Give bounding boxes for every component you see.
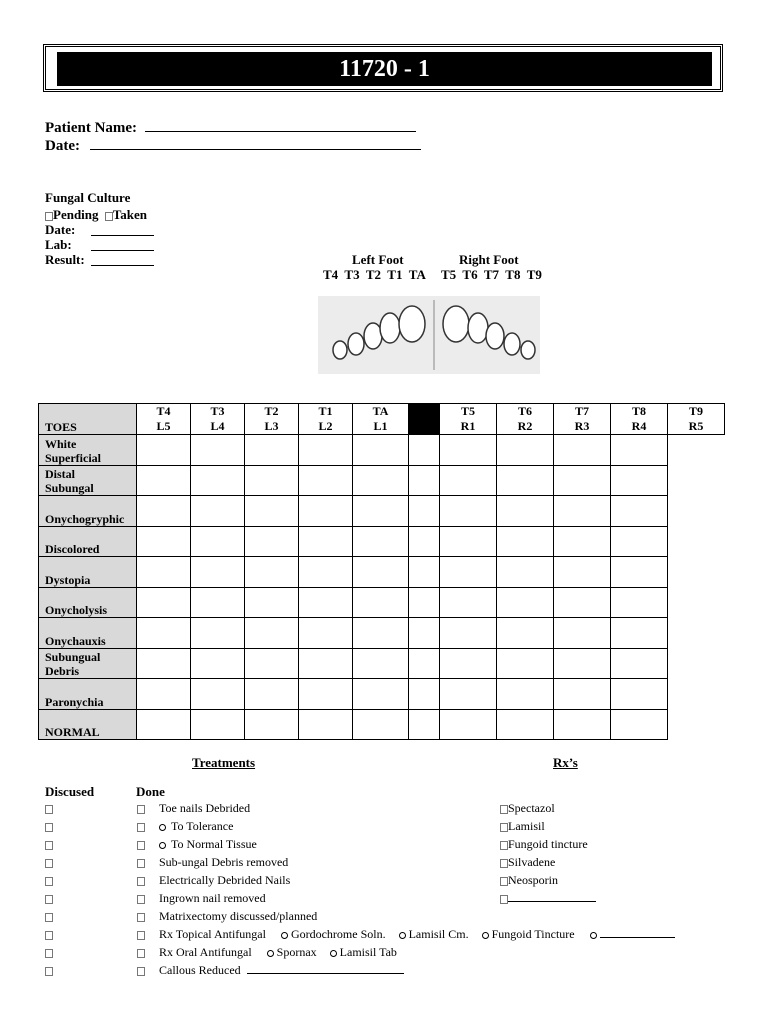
col-header: T3 L4 (191, 404, 245, 435)
row-label-line2: Discolored (45, 542, 100, 556)
toe-cell[interactable] (440, 435, 497, 466)
toe-cell[interactable] (137, 587, 191, 618)
rx-silvadene: Silvadene (508, 855, 556, 869)
done-checkbox[interactable] (137, 805, 145, 814)
toe-cell[interactable] (353, 496, 409, 527)
table-row (39, 557, 725, 588)
col-header: T1 L2 (299, 404, 353, 435)
callous-notes-field[interactable] (247, 961, 404, 974)
culture-result-field[interactable] (91, 252, 154, 266)
toe-cell[interactable] (137, 557, 191, 588)
culture-lab-label: Lab: (45, 237, 72, 252)
toe-cell[interactable] (440, 526, 497, 557)
done-list (137, 799, 717, 979)
row-label (39, 648, 137, 679)
done-checkbox[interactable] (137, 877, 145, 886)
table-row (39, 648, 725, 679)
rx-checkbox[interactable] (500, 805, 508, 814)
lamisil-tab-radio[interactable] (330, 950, 337, 957)
patient-name-row (45, 119, 416, 137)
col-header: T5 R1 (440, 404, 497, 435)
done-checkbox[interactable] (137, 967, 145, 976)
row-label-line1: Subungual (45, 650, 101, 664)
table-header-row (39, 404, 725, 435)
toe-cell[interactable] (554, 618, 611, 649)
treatment-debrided: Toe nails Debrided (159, 801, 251, 815)
discused-checkbox[interactable] (45, 949, 53, 958)
done-checkbox[interactable] (137, 823, 145, 832)
col-header: TA L1 (353, 404, 409, 435)
toe-cell[interactable] (137, 496, 191, 527)
col-header: T8 R4 (611, 404, 668, 435)
row-label (39, 709, 137, 740)
toe-cell[interactable] (440, 709, 497, 740)
toe-diagram (318, 296, 540, 374)
discused-checkbox[interactable] (45, 931, 53, 940)
toe-cell[interactable] (497, 618, 554, 649)
rx-neosporin: Neosporin (508, 873, 558, 887)
table-row (39, 496, 725, 527)
toe-cell[interactable] (191, 526, 245, 557)
left-foot-label: Left Foot (352, 252, 404, 267)
discused-checkbox-column (45, 799, 53, 979)
toe-cell[interactable] (497, 587, 554, 618)
row-label-line1: Distal (45, 467, 75, 481)
toe-cell[interactable] (245, 557, 299, 588)
patient-name-label: Patient Name: (45, 120, 138, 136)
culture-date-label: Date: (45, 222, 76, 237)
rx-spectazol: Spectazol (508, 801, 555, 815)
row-label-line2: NORMAL (45, 725, 100, 739)
right-foot-toes: T5 T6 T7 T8 T9 (441, 267, 542, 282)
toe-cell[interactable] (137, 679, 191, 710)
col-header: T6 R2 (497, 404, 554, 435)
rx-checkbox[interactable] (500, 895, 508, 904)
row-label-line2: Onychauxis (45, 633, 106, 648)
toe-cell[interactable] (137, 526, 191, 557)
toe-cell[interactable] (299, 587, 353, 618)
toe-cell[interactable] (299, 435, 353, 466)
toe-cell[interactable] (137, 648, 191, 679)
row-label (39, 587, 137, 618)
treatment-callous-reduced: Callous Reduced (159, 963, 241, 977)
pending-label: Pending (53, 207, 99, 222)
row-label (39, 526, 137, 557)
done-checkbox[interactable] (137, 895, 145, 904)
discused-header: Discused (45, 784, 95, 799)
fungal-culture-title: Fungal Culture (45, 190, 131, 205)
toe-cell[interactable] (554, 679, 611, 710)
left-foot-toes: T4 T3 T2 T1 TA (323, 267, 426, 282)
toe-cell[interactable] (409, 618, 440, 649)
patient-date-row (45, 137, 421, 155)
row-label (39, 435, 137, 466)
toe-cell[interactable] (497, 435, 554, 466)
toe-cell[interactable] (191, 557, 245, 588)
toe-cell[interactable] (497, 557, 554, 588)
toe-cell[interactable] (497, 709, 554, 740)
toe-cell[interactable] (353, 618, 409, 649)
toe-cell[interactable] (191, 587, 245, 618)
toe-cell[interactable] (191, 709, 245, 740)
toe-cell[interactable] (299, 526, 353, 557)
fungoid-tincture-radio[interactable] (482, 932, 489, 939)
rx-checkbox[interactable] (500, 877, 508, 886)
toe-cell[interactable] (299, 709, 353, 740)
patient-date-field[interactable] (90, 149, 421, 150)
treatment-matrixectomy: Matrixectomy discussed/planned (159, 909, 318, 923)
toe-cell[interactable] (137, 709, 191, 740)
toe-cell[interactable] (299, 618, 353, 649)
toe-cell[interactable] (409, 496, 440, 527)
toe-cell[interactable] (137, 465, 191, 496)
toe-cell[interactable] (611, 526, 668, 557)
toe-cell[interactable] (440, 679, 497, 710)
toe-cell[interactable] (497, 648, 554, 679)
toe-cell[interactable] (611, 679, 668, 710)
row-label (39, 679, 137, 710)
toe-cell[interactable] (554, 557, 611, 588)
toe-cell[interactable] (611, 557, 668, 588)
row-label-line2: Onycholysis (45, 603, 108, 617)
toe-cell[interactable] (440, 648, 497, 679)
toe-cell[interactable] (409, 679, 440, 710)
gordochrome-radio[interactable] (281, 932, 288, 939)
col-header: T9 R5 (668, 404, 725, 435)
toe-cell[interactable] (409, 587, 440, 618)
toe-cell[interactable] (497, 526, 554, 557)
pending-checkbox[interactable] (45, 212, 53, 221)
culture-lab-field[interactable] (91, 237, 154, 251)
discused-checkbox[interactable] (45, 967, 53, 976)
fungoid-tincture-label: Fungoid Tincture (491, 927, 575, 941)
row-label-line2: Dystopia (45, 572, 91, 587)
toe-cell[interactable] (611, 709, 668, 740)
toe-cell[interactable] (353, 465, 409, 496)
treatment-electrically-debrided: Electrically Debrided Nails (159, 873, 291, 887)
toe-cell[interactable] (299, 557, 353, 588)
done-checkbox[interactable] (137, 949, 145, 958)
lamisil-cm-radio[interactable] (399, 932, 406, 939)
toe-cell[interactable] (497, 496, 554, 527)
taken-label: Taken (112, 207, 147, 222)
gordochrome-label: Gordochrome Soln. (290, 927, 386, 941)
toe-cell[interactable] (409, 557, 440, 588)
divider-column (409, 404, 440, 435)
culture-result-label: Result: (45, 252, 85, 267)
toe-cell[interactable] (245, 526, 299, 557)
toe-cell[interactable] (611, 496, 668, 527)
toe-cell[interactable] (554, 648, 611, 679)
toe-cell[interactable] (245, 618, 299, 649)
toe-cell[interactable] (191, 618, 245, 649)
toe-cell[interactable] (554, 465, 611, 496)
toe-cell[interactable] (440, 557, 497, 588)
toe-cell[interactable] (299, 679, 353, 710)
toe-cell[interactable] (137, 435, 191, 466)
rx-other-field[interactable] (508, 889, 596, 902)
toe-cell[interactable] (611, 587, 668, 618)
discused-checkbox[interactable] (45, 859, 53, 868)
treatment-normal-tissue: To Normal Tissue (171, 837, 257, 851)
toe-cell[interactable] (554, 709, 611, 740)
lamisil-cm-label: Lamisil Cm. (408, 927, 469, 941)
toe-cell[interactable] (353, 587, 409, 618)
toe-cell[interactable] (440, 618, 497, 649)
discused-checkbox[interactable] (45, 805, 53, 814)
toe-cell[interactable] (245, 648, 299, 679)
lamisil-tab-label: Lamisil Tab (339, 945, 397, 959)
discused-checkbox[interactable] (45, 913, 53, 922)
done-checkbox[interactable] (137, 931, 145, 940)
toe-cell[interactable] (191, 465, 245, 496)
row-label-line2: Paronychia (45, 694, 104, 709)
toe-cell[interactable] (245, 679, 299, 710)
toe-cell[interactable] (191, 496, 245, 527)
toe-cell[interactable] (191, 679, 245, 710)
toe-cell[interactable] (245, 709, 299, 740)
toe-cell[interactable] (137, 618, 191, 649)
toe-cell[interactable] (554, 526, 611, 557)
other-topical-field[interactable] (600, 925, 675, 938)
patient-name-field[interactable] (145, 131, 416, 132)
table-row (39, 679, 725, 710)
toe-cell[interactable] (611, 435, 668, 466)
toe-cell[interactable] (554, 435, 611, 466)
form-title: 11720 - 1 (57, 52, 712, 86)
discused-checkbox[interactable] (45, 877, 53, 886)
toe-cell[interactable] (191, 648, 245, 679)
row-label-line1: White (45, 436, 77, 451)
row-label-line2: Debris (45, 664, 79, 678)
done-checkbox[interactable] (137, 859, 145, 868)
toe-cell[interactable] (353, 679, 409, 710)
col-header: T7 R3 (554, 404, 611, 435)
table-row (39, 465, 725, 496)
toe-cell[interactable] (245, 496, 299, 527)
rx-checkbox[interactable] (500, 859, 508, 868)
toe-cell[interactable] (191, 435, 245, 466)
toe-cell[interactable] (409, 465, 440, 496)
row-label (39, 557, 137, 588)
treatment-ingrown-removed: Ingrown nail removed (159, 891, 266, 905)
col-header: T4 L5 (137, 404, 191, 435)
table-row (39, 587, 725, 618)
toe-cell[interactable] (245, 587, 299, 618)
row-label (39, 496, 137, 527)
toe-cell[interactable] (497, 679, 554, 710)
rx-checkbox[interactable] (500, 823, 508, 832)
toe-cell[interactable] (440, 496, 497, 527)
patient-date-label: Date: (45, 138, 80, 154)
discused-checkbox[interactable] (45, 823, 53, 832)
table-row (39, 526, 725, 557)
spornax-label: Spornax (276, 945, 317, 959)
taken-checkbox[interactable] (105, 212, 113, 221)
toe-cell[interactable] (440, 587, 497, 618)
treatment-subungal-debris: Sub-ungal Debris removed (159, 855, 289, 869)
table-row (39, 709, 725, 740)
culture-date-field[interactable] (91, 222, 154, 236)
culture-status-row (45, 207, 147, 223)
row-label (39, 465, 137, 496)
toe-cell[interactable] (245, 465, 299, 496)
done-header: Done (136, 784, 165, 799)
toe-cell[interactable] (409, 435, 440, 466)
done-checkbox[interactable] (137, 913, 145, 922)
col-header: T2 L3 (245, 404, 299, 435)
toe-cell[interactable] (611, 465, 668, 496)
toe-cell[interactable] (440, 465, 497, 496)
toe-cell[interactable] (353, 648, 409, 679)
other-topical-radio[interactable] (590, 932, 597, 939)
row-label-line2: Subungal (45, 481, 94, 495)
toe-cell[interactable] (554, 587, 611, 618)
toe-cell[interactable] (353, 435, 409, 466)
rx-title: Rx’s (553, 755, 578, 770)
rx-lamisil: Lamisil (508, 819, 545, 833)
treatment-topical-antifungal: Rx Topical Antifungal (159, 927, 266, 941)
right-foot-label: Right Foot (459, 252, 519, 267)
toe-cell[interactable] (353, 526, 409, 557)
nail-condition-table (38, 403, 725, 740)
toe-cell[interactable] (554, 496, 611, 527)
toe-cell[interactable] (497, 465, 554, 496)
rx-checkbox[interactable] (500, 841, 508, 850)
toe-cell[interactable] (611, 618, 668, 649)
toes-header: TOES (39, 404, 137, 435)
tolerance-radio[interactable] (159, 824, 166, 831)
done-checkbox[interactable] (137, 841, 145, 850)
normal-tissue-radio[interactable] (159, 842, 166, 849)
toe-cell[interactable] (409, 709, 440, 740)
toe-cell[interactable] (353, 709, 409, 740)
discused-checkbox[interactable] (45, 895, 53, 904)
toe-cell[interactable] (299, 648, 353, 679)
row-label-line2: Superficial (45, 450, 101, 465)
table-row (39, 618, 725, 649)
row-label-line2: Onychogryphic (45, 511, 125, 526)
spornax-radio[interactable] (267, 950, 274, 957)
treatments-title: Treatments (192, 755, 256, 770)
toe-cell[interactable] (299, 465, 353, 496)
treatment-tolerance: To Tolerance (171, 819, 234, 833)
treatment-oral-antifungal: Rx Oral Antifungal (159, 945, 252, 959)
table-row (39, 435, 725, 466)
toe-cell[interactable] (409, 526, 440, 557)
toe-cell[interactable] (353, 557, 409, 588)
toe-cell[interactable] (409, 648, 440, 679)
row-label (39, 618, 137, 649)
discused-checkbox[interactable] (45, 841, 53, 850)
toe-cell[interactable] (611, 648, 668, 679)
toe-cell[interactable] (245, 435, 299, 466)
toe-cell[interactable] (299, 496, 353, 527)
rx-list (500, 799, 596, 907)
rx-fungoid-tincture: Fungoid tincture (508, 837, 588, 851)
